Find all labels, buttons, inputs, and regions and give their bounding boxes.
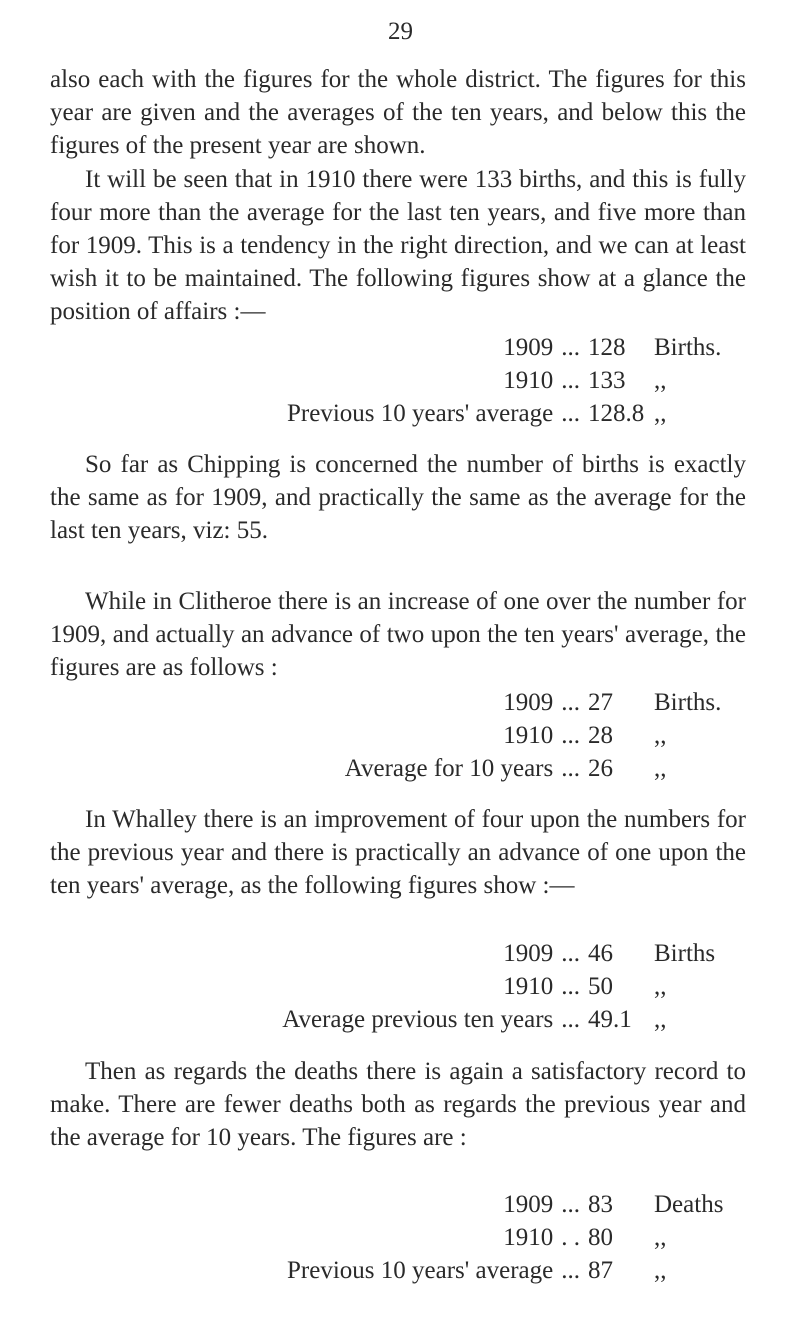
row-dots: ... [561,973,580,1000]
row-value: 26 [588,755,613,782]
figures-row [282,1003,741,1036]
row-label: Average for 10 years [344,755,554,782]
row-dots: ... [561,367,580,394]
figures-row [503,719,741,752]
row-value: 128.8 [588,400,645,427]
row-unit: ,, [654,973,667,1000]
figures-row [503,1188,741,1221]
figures-row [503,970,741,1003]
row-dots: ... [561,689,580,716]
row-dots: . . [561,1224,580,1251]
row-label: 1909 [503,334,554,361]
row-label: 1910 [503,722,554,749]
row-unit: ,, [654,722,667,749]
row-value: 46 [588,940,613,967]
row-unit: ,, [654,755,667,782]
figures-row [345,752,741,785]
row-dots: ... [561,1257,580,1284]
row-unit: Births. [654,689,722,716]
row-value: 133 [588,367,626,394]
row-unit: ,, [654,400,667,427]
paragraph-whalley: In Whalley there is an improvement of four upon the numbers for the previous year and there is practically an advance of one upon the ten years' average, as the following figures show :— [50,806,746,899]
row-label: 1910 [503,1224,554,1251]
paragraph-clitheroe: While in Clitheroe there is an increase of one over the number for 1909, and actually an advance of two upon the ten years' average, the figures are as follows : [50,588,746,681]
row-unit: Births. [654,334,722,361]
row-dots: ... [561,1191,580,1218]
row-value: 87 [588,1257,613,1284]
row-dots: ... [561,755,580,782]
paragraph-chipping: So far as Chipping is concerned the number of births is exactly the same as for 1909, and practically the same as the average for the last ten years, viz: 55. [50,451,746,544]
row-unit: ,, [654,1257,667,1284]
row-unit: Births [654,940,716,967]
row-label: Average previous ten years [282,1006,554,1033]
row-value: 80 [588,1224,613,1251]
row-value: 49.1 [588,1006,632,1033]
row-dots: ... [561,400,580,427]
row-dots: ... [561,722,580,749]
row-value: 27 [588,689,613,716]
row-unit: ,, [654,367,667,394]
row-label: Previous 10 years' average [287,400,554,427]
row-label: Previous 10 years' average [287,1257,554,1284]
figures-row [503,686,741,719]
row-label: 1910 [503,367,554,394]
row-value: 28 [588,722,613,749]
figures-row [503,1221,741,1254]
figures-row [287,1254,741,1287]
row-dots: ... [561,334,580,361]
row-label: 1910 [503,973,554,1000]
figures-row [503,364,741,397]
row-value: 128 [588,334,626,361]
row-unit: ,, [654,1224,667,1251]
row-label: 1909 [503,1191,554,1218]
row-unit: ,, [654,1006,667,1033]
figures-row [287,397,741,430]
figures-row [503,937,741,970]
row-label: 1909 [503,689,554,716]
row-label: 1909 [503,940,554,967]
paragraph-births-district: It will be seen that in 1910 there were 133 births, and this is fully four more than the average for the last ten years, and five more than for 1909. This is a tendency in the right direction, and we can at least wish it to be maintained. The following figures show at a glance the position of affairs :— [50,166,746,325]
page-number: 29 [388,18,413,45]
row-dots: ... [561,1006,580,1033]
row-value: 50 [588,973,613,1000]
paragraph-intro: also each with the figures for the whole district. The figures for this year are given and the averages of the ten years, and below this the figures of the present year are shown. [50,66,746,159]
row-value: 83 [588,1191,613,1218]
row-dots: ... [561,940,580,967]
paragraph-deaths: Then as regards the deaths there is again a satisfactory record to make. There are fewer deaths both as regards the previous year and the average for 10 years. The figures are : [50,1058,746,1151]
row-unit: Deaths [654,1191,724,1218]
figures-row [503,331,741,364]
